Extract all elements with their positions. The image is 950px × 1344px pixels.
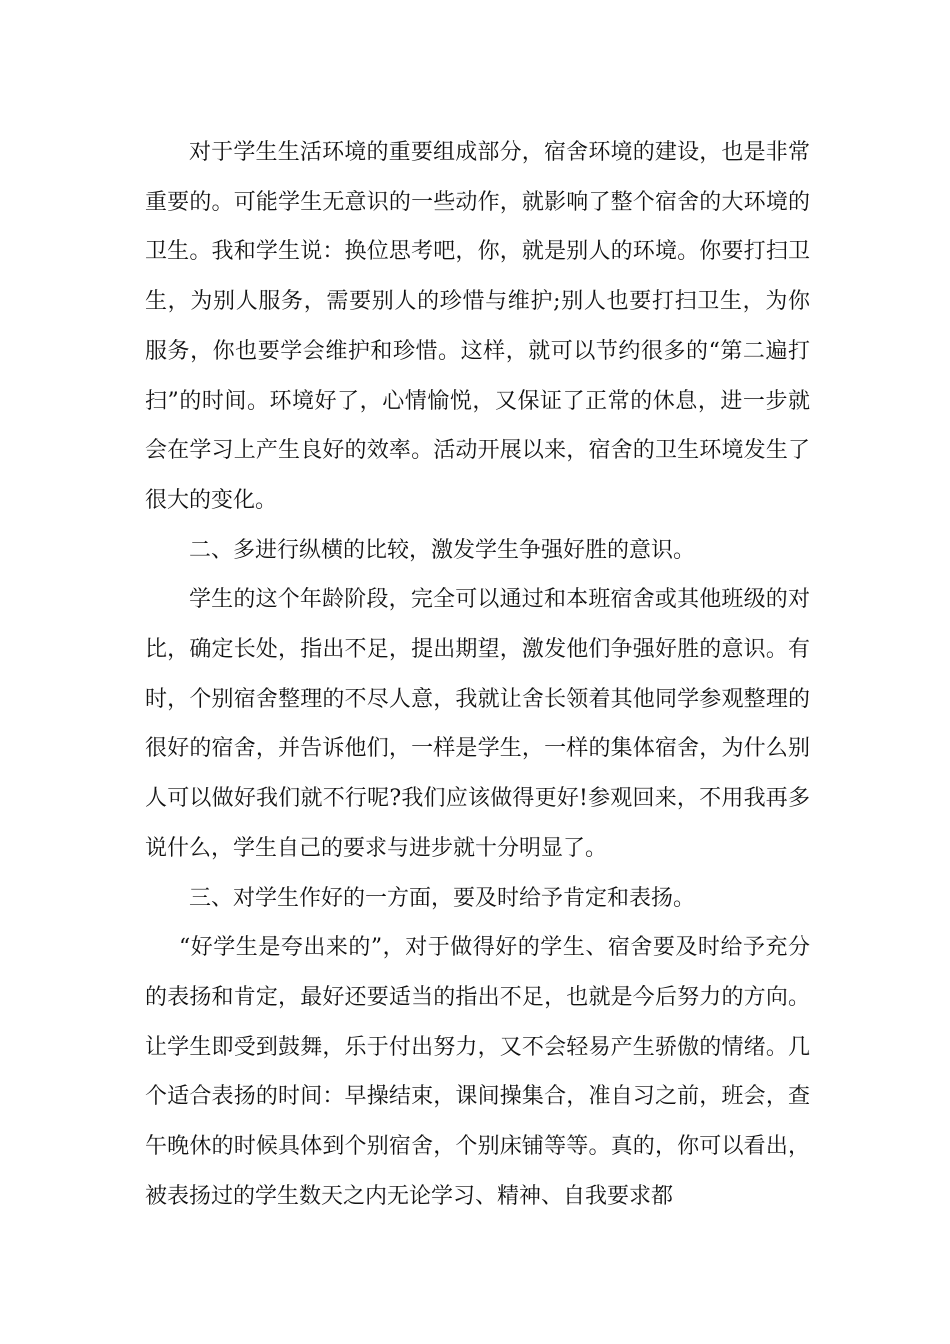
section-heading-praise: 三、对学生作好的一方面，要及时给予肯定和表扬。 <box>189 885 696 911</box>
document-body <box>145 128 810 1221</box>
paragraph-praise: “好学生是夸出来的”，对于做得好的学生、宿舍要及时给予充分的表扬和肯定，最好还要适当的指出不足，也就是今后努力的方向。让学生即受到鼓舞，乐于付出努力，又不会轻易产生骄傲的情绪。几个适合表扬的时间：早操结束，课间操集合，准自习之前，班会，查午晚休的时候具体到个别宿舍，个别床铺等等。真的，你可以看出，被表扬过的学生数天之内无论学习、精神、自我要求都 <box>145 935 810 1209</box>
paragraph-comparison: 学生的这个年龄阶段，完全可以通过和本班宿舍或其他班级的对比，确定长处，指出不足，提出期望，激发他们争强好胜的意识。有时，个别宿舍整理的不尽人意，我就让舍长领着其他同学参观整理的很好的宿舍，并告诉他们，一样是学生，一样的集体宿舍，为什么别人可以做好我们就不行呢?我们应该做得更好!参观回来，不用我再多说什么，学生自己的要求与进步就十分明显了。 <box>145 587 810 861</box>
paragraph-dormitory-environment: 对于学生生活环境的重要组成部分，宿舍环境的建设，也是非常重要的。可能学生无意识的一些动作，就影响了整个宿舍的大环境的卫生。我和学生说：换位思考吧，你，就是别人的环境。你要打扫卫生，为别人服务，需要别人的珍惜与维护;别人也要打扫卫生，为你服务，你也要学会维护和珍惜。这样，就可以节约很多的“第二遍打扫”的时间。环境好了，心情愉悦，又保证了正常的休息，进一步就会在学习上产生良好的效率。活动开展以来，宿舍的卫生环境发生了很大的变化。 <box>145 140 810 513</box>
section-heading-comparison: 二、多进行纵横的比较，激发学生争强好胜的意识。 <box>189 537 696 563</box>
